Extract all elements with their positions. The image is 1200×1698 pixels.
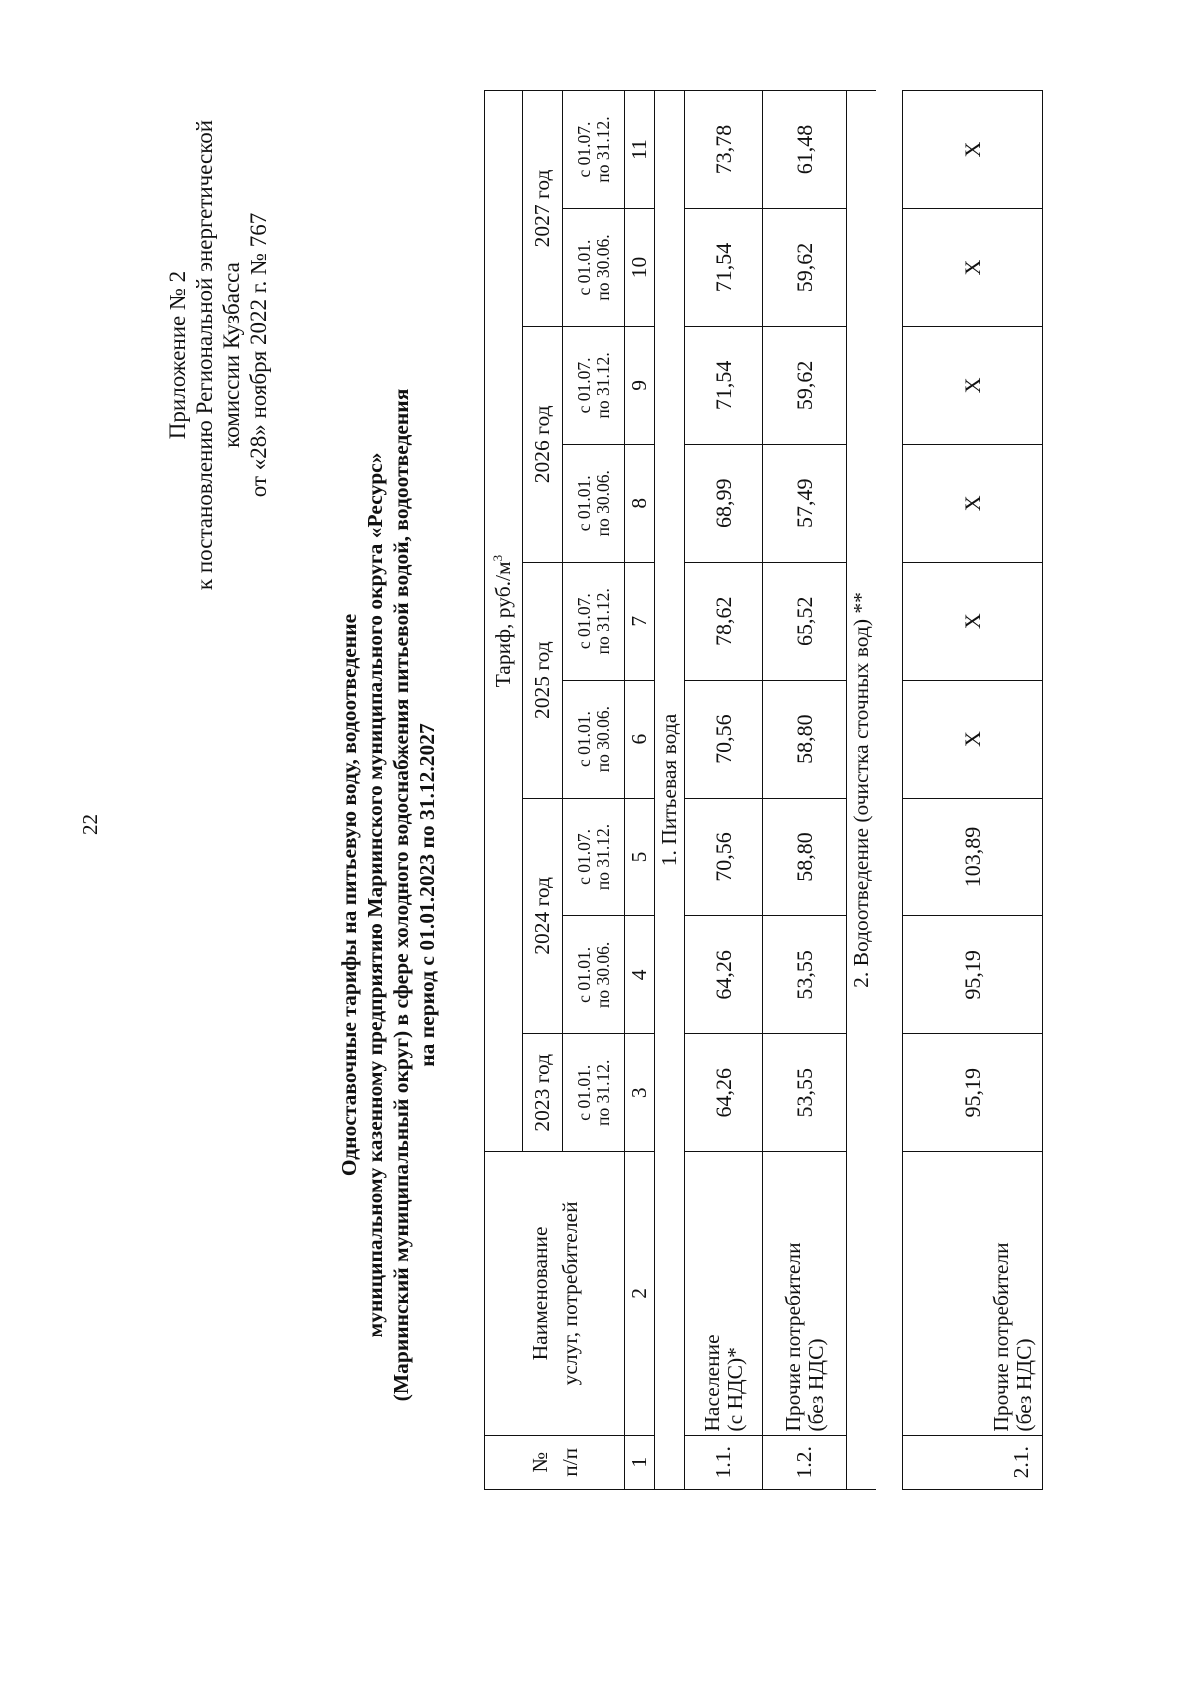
consumer-name-line-2: (без НДС) (803, 1338, 828, 1432)
period-line-1: с 01.01. (573, 239, 594, 296)
tariff-value: 53,55 (763, 916, 847, 1034)
row-number: 1.2. (763, 1435, 847, 1489)
table-gap-row (876, 91, 903, 1490)
col-number: 8 (625, 444, 655, 562)
col-number: 6 (625, 680, 655, 798)
col-number: 5 (625, 798, 655, 916)
period-2025-h2 (563, 562, 625, 680)
consumer-name-line-1: Прочие потребители (780, 1242, 805, 1432)
column-numbers-row (625, 91, 655, 1490)
period-2027-h2 (563, 91, 625, 209)
tariff-value: 78,62 (685, 562, 763, 680)
period-line-2: по 30.06. (592, 705, 613, 773)
consumer-name (763, 1152, 847, 1435)
document-title (336, 280, 440, 1510)
period-line-2: по 31.12. (592, 823, 613, 891)
header-name (485, 1152, 625, 1435)
tariff-value: 53,55 (763, 1034, 847, 1152)
col-number: 4 (625, 916, 655, 1034)
period-line-1: с 01.01. (573, 946, 594, 1003)
section-title-1: 1. Питьевая вода (655, 91, 685, 1490)
header-no-line-1: № (527, 1452, 552, 1473)
consumer-name-line-2: (с НДС)* (722, 1347, 747, 1432)
period-line-1: с 01.07. (573, 593, 594, 650)
tariff-value: 73,78 (685, 91, 763, 209)
title-line-2: муниципальному казенному предприятию Мариинского муниципального округа «Ресурс» (363, 452, 387, 1338)
header-name-line-2: услуг, потребителей (557, 1201, 582, 1386)
section-row-drinking-water (655, 91, 685, 1490)
table-row (763, 91, 847, 1490)
row-number: 1.1. (685, 1435, 763, 1489)
header-tariff (485, 91, 523, 1152)
section-row-wastewater (847, 91, 877, 1490)
tariff-value: X (903, 444, 1043, 562)
header-tariff-unit-superscript: 3 (490, 554, 506, 562)
period-2027-h1 (563, 209, 625, 327)
tariff-value: 64,26 (685, 916, 763, 1034)
header-tariff-label: Тариф, руб./м (491, 561, 516, 688)
tariff-value: X (903, 209, 1043, 327)
period-line-2: по 30.06. (592, 470, 613, 537)
tariff-value: 70,56 (685, 798, 763, 916)
header-no-line-2: п/п (557, 1447, 582, 1477)
tariff-value: 57,49 (763, 444, 847, 562)
period-line-2: по 31.12. (592, 352, 613, 419)
tariff-value: 59,62 (763, 209, 847, 327)
appendix-line-2: к постановлению Региональной энергетической (192, 119, 217, 591)
period-line-2: по 31.12. (592, 588, 613, 655)
tariff-value: 103,89 (903, 798, 1043, 916)
appendix-line-4: от «28» ноября 2022 г. № 767 (246, 212, 271, 498)
tariff-value: 71,54 (685, 209, 763, 327)
tariff-value: X (903, 91, 1043, 209)
col-number: 1 (625, 1435, 655, 1489)
col-number: 7 (625, 562, 655, 680)
consumer-name-line-2: (без НДС) (1012, 1338, 1036, 1432)
table-gap (876, 91, 903, 1490)
rotated-page-content (0, 70, 1096, 1630)
title-line-1: Одноставочные тарифы на питьевую воду, водоотведение (337, 613, 361, 1177)
col-number: 11 (625, 91, 655, 209)
tariff-value: 58,80 (763, 798, 847, 916)
period-line-2: по 31.12. (592, 116, 613, 183)
tariff-value: X (903, 562, 1043, 680)
period-line-1: с 01.07. (573, 357, 594, 414)
period-line-1: с 01.07. (573, 829, 594, 885)
header-name-line-1: Наименование (527, 1226, 552, 1361)
period-line-1: с 01.07. (573, 121, 594, 178)
header-row-tariff (485, 91, 523, 1490)
section-title-2: 2. Водоотведение (очистка сточных вод) ** (847, 91, 877, 1490)
period-2025-h1 (563, 680, 625, 798)
tariff-value: 95,19 (903, 1034, 1043, 1152)
tariff-value: 65,52 (763, 562, 847, 680)
tariff-value: 61,48 (763, 91, 847, 209)
table-row (903, 91, 1043, 1490)
period-line-1: с 01.01. (573, 1064, 594, 1121)
appendix-line-1: Приложение № 2 (165, 270, 190, 440)
tariff-value: 95,19 (903, 916, 1043, 1034)
title-line-3: (Мариинский муниципальный округ) в сфере холодного водоснабжения питьевой водой, водоотведения (389, 388, 413, 1402)
period-line-1: с 01.01. (573, 711, 594, 768)
col-number: 3 (625, 1034, 655, 1152)
period-line-2: по 31.12. (592, 1059, 613, 1126)
consumer-name-line-1: Население (699, 1334, 724, 1432)
consumer-name (685, 1152, 763, 1435)
year-2025: 2025 год (523, 562, 563, 798)
year-2026: 2026 год (523, 326, 563, 562)
period-2026-h1 (563, 444, 625, 562)
title-line-4: на период с 01.01.2023 по 31.12.2027 (415, 723, 439, 1067)
tariff-value: 64,26 (685, 1034, 763, 1152)
period-line-2: по 30.06. (592, 234, 613, 301)
page-number: 22 (78, 814, 102, 835)
tariff-value: X (903, 326, 1043, 444)
appendix-header (164, 110, 272, 600)
consumer-name-line-1: Прочие потребители (989, 1242, 1013, 1432)
tariff-value: X (903, 680, 1043, 798)
period-2024-h2 (563, 798, 625, 916)
tariff-table (484, 90, 1043, 1490)
col-number: 10 (625, 209, 655, 327)
period-2024-h1 (563, 916, 625, 1034)
year-2024: 2024 год (523, 798, 563, 1034)
consumer-name (903, 1152, 1043, 1435)
period-line-1: с 01.01. (573, 475, 594, 532)
period-line-2: по 30.06. (592, 941, 613, 1008)
tariff-value: 71,54 (685, 326, 763, 444)
period-2023-full (563, 1034, 625, 1152)
tariff-value: 59,62 (763, 326, 847, 444)
tariff-value: 58,80 (763, 680, 847, 798)
tariff-value: 70,56 (685, 680, 763, 798)
period-2026-h2 (563, 326, 625, 444)
table-row (685, 91, 763, 1490)
year-2027: 2027 год (523, 91, 563, 327)
col-number: 9 (625, 326, 655, 444)
year-2023: 2023 год (523, 1034, 563, 1152)
header-no (485, 1435, 625, 1489)
appendix-line-3: комиссии Кузбасса (219, 262, 244, 448)
row-number: 2.1. (903, 1435, 1043, 1489)
tariff-value: 68,99 (685, 444, 763, 562)
col-number: 2 (625, 1152, 655, 1435)
